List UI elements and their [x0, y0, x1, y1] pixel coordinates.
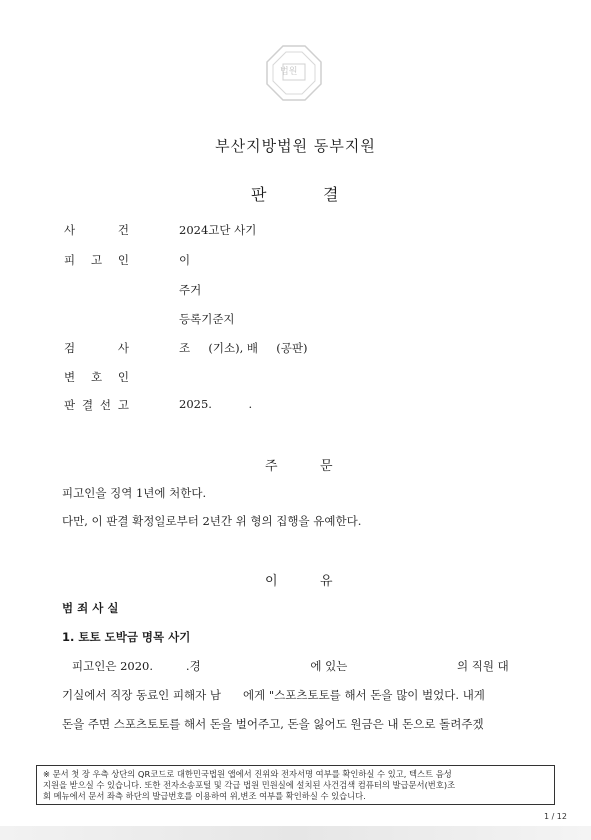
court-name: 부산지방법원 동부지원 [215, 137, 376, 155]
prosecutor-label: 검 사 [64, 341, 129, 355]
case-label: 사 건 [64, 223, 129, 237]
notice-line-2: 지원을 받으실 수 있습니다. 또한 전자소송포털 및 각급 법원 민원실에 설치된 사건검색 컴퓨터의 발급문서(번호)조 [43, 780, 456, 790]
order-line-2: 다만, 이 판결 확정일로부터 2년간 위 형의 집행을 유예한다. [62, 514, 362, 528]
scan-footer-strip [0, 826, 591, 840]
address-value: 주거 [179, 283, 202, 297]
verdict-date-label: 판 결 선 고 [64, 398, 129, 412]
counsel-label: 변 호 인 [64, 370, 129, 384]
prosecutor-value: 조 (기소), 배 (공판) [179, 341, 308, 355]
body-line-2: 기실에서 직장 동료인 피해자 남 에게 "스포츠토토를 해서 돈을 많이 벌었다. 내게 [62, 688, 485, 702]
notice-line-1: ※ 문서 첫 장 우측 상단의 QR코드로 대한민국법원 앱에서 진위와 전자서명 여부를 확인하실 수 있고, 텍스트 음성 [43, 769, 452, 779]
doc-title-char-2: 결 [323, 185, 339, 204]
defendant-value: 이 [179, 253, 191, 267]
body-line-3: 돈을 주면 스포츠토토를 해서 돈을 벌어주고, 돈을 잃어도 원금은 내 돈으로 돌려주겠 [62, 717, 484, 731]
reason-title-char-2: 유 [320, 574, 333, 589]
doc-title-char-1: 판 [251, 185, 267, 204]
seal-label: 법원 [280, 67, 298, 77]
notice-line-3: 회 메뉴에서 문서 좌측 하단의 발급번호를 이용하여 위,변조 여부를 확인하실 수 있습니다. [43, 791, 366, 801]
order-line-1: 피고인을 징역 1년에 처한다. [62, 486, 207, 500]
registry-value: 등록기준지 [179, 312, 235, 326]
verification-notice [36, 765, 555, 805]
case-value: 2024고단 사기 [179, 223, 257, 237]
page-number: 1 / 12 [543, 812, 567, 821]
verdict-date-value: 2025. . [179, 397, 253, 411]
body-line-1: 피고인은 2020. .경 에 있는 의 직원 대 [72, 659, 509, 673]
order-title-char-1: 주 [265, 459, 278, 474]
crime-facts-heading: 범 죄 사 실 [62, 601, 119, 615]
fraud-sub-heading: 1. 토토 도박금 명목 사기 [62, 630, 191, 644]
defendant-label: 피 고 인 [64, 253, 129, 267]
reason-title-char-1: 이 [265, 574, 278, 589]
order-title-char-2: 문 [320, 459, 333, 474]
